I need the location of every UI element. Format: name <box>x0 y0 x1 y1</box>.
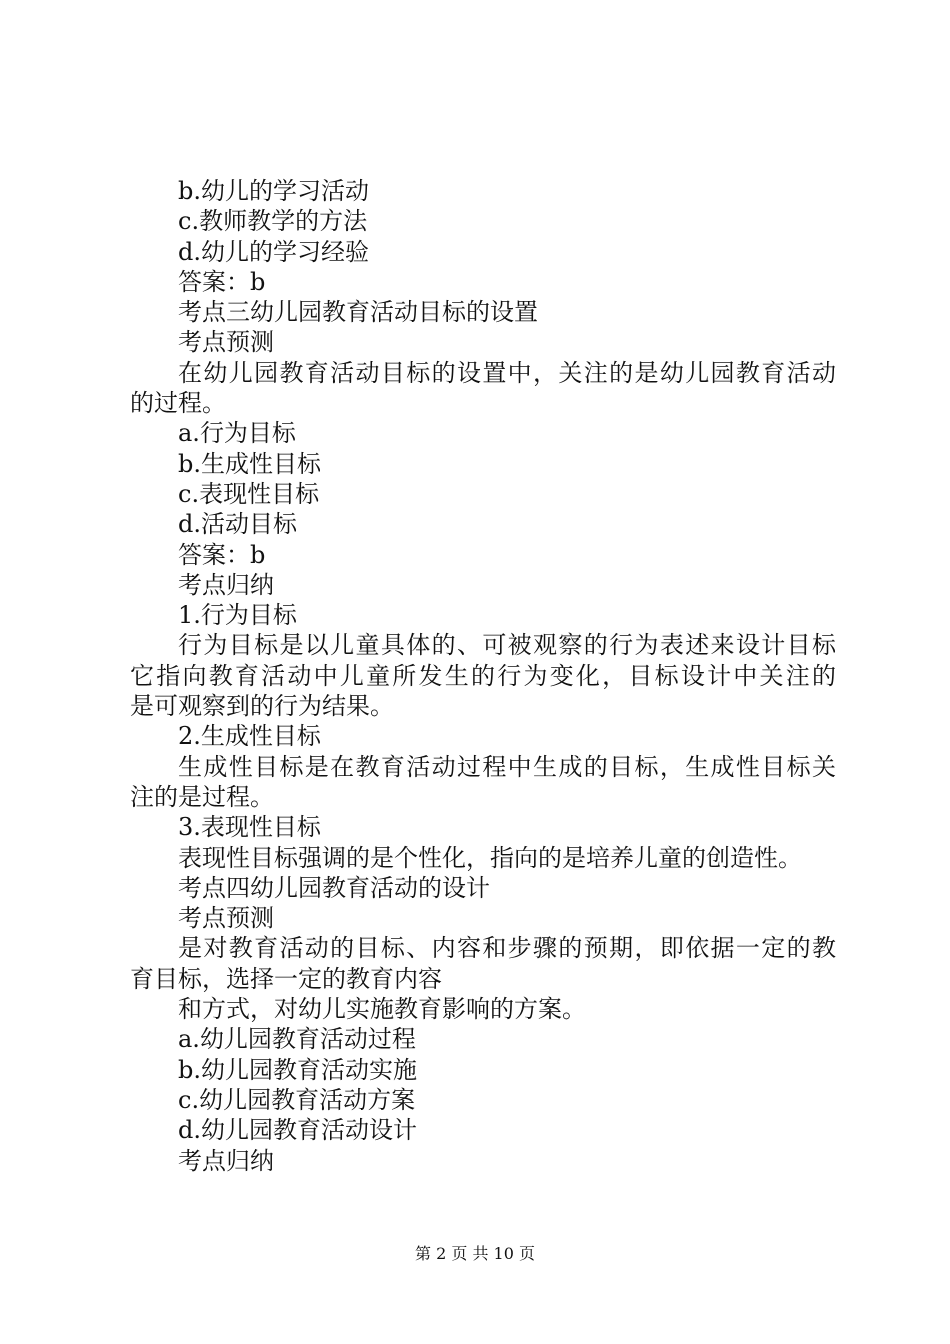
text-line: a.行为目标 <box>178 419 296 448</box>
text-line: 3.表现性目标 <box>178 813 321 842</box>
text-line: 答案：b <box>178 540 266 569</box>
page-number: 第 2 页 共 10 页 <box>415 1244 535 1263</box>
text-line: 考点预测 <box>178 904 274 933</box>
text-line: b.幼儿园教育活动实施 <box>178 1055 417 1084</box>
text-line: 和方式，对幼儿实施教育影响的方案。 <box>178 995 586 1024</box>
text-line: 是对教育活动的目标、内容和步骤的预期，即依据一定的教 <box>178 934 836 963</box>
text-line: c.表现性目标 <box>178 479 320 508</box>
text-line: 答案：b <box>178 267 266 296</box>
text-line: 是可观察到的行为结果。 <box>130 692 394 721</box>
page-footer <box>0 1243 950 1265</box>
text-line: 2.生成性目标 <box>178 722 321 751</box>
text-line: d.幼儿园教育活动设计 <box>178 1116 417 1145</box>
text-line: d.幼儿的学习经验 <box>178 237 369 266</box>
text-line: 生成性目标是在教育活动过程中生成的目标，生成性目标关 <box>178 752 836 781</box>
text-line: 考点归纳 <box>178 570 274 599</box>
text-line: 注的是过程。 <box>130 782 274 811</box>
text-line: 1.行为目标 <box>178 601 297 630</box>
text-line: b.生成性目标 <box>178 449 321 478</box>
text-line: d.活动目标 <box>178 510 297 539</box>
text-line: 在幼儿园教育活动目标的设置中，关注的是幼儿园教育活动 <box>178 358 836 387</box>
text-line: c.幼儿园教育活动方案 <box>178 1085 416 1114</box>
text-line: 考点预测 <box>178 328 274 357</box>
text-line: 行为目标是以儿童具体的、可被观察的行为表述来设计目标 <box>178 631 836 660</box>
text-line: 考点归纳 <box>178 1146 274 1175</box>
text-line: a.幼儿园教育活动过程 <box>178 1025 416 1054</box>
text-line: 它指向教育活动中儿童所发生的行为变化，目标设计中关注的 <box>130 661 836 690</box>
text-line: b.幼儿的学习活动 <box>178 177 369 205</box>
text-line: c.教师教学的方法 <box>178 207 368 236</box>
text-line: 考点三幼儿园教育活动目标的设置 <box>178 298 538 327</box>
text-line: 育目标，选择一定的教育内容 <box>130 964 442 993</box>
text-line: 的过程。 <box>130 389 226 418</box>
text-line: 表现性目标强调的是个性化，指向的是培养儿童的创造性。 <box>178 843 802 872</box>
document-body <box>130 176 836 1176</box>
text-line: 考点四幼儿园教育活动的设计 <box>178 873 490 902</box>
